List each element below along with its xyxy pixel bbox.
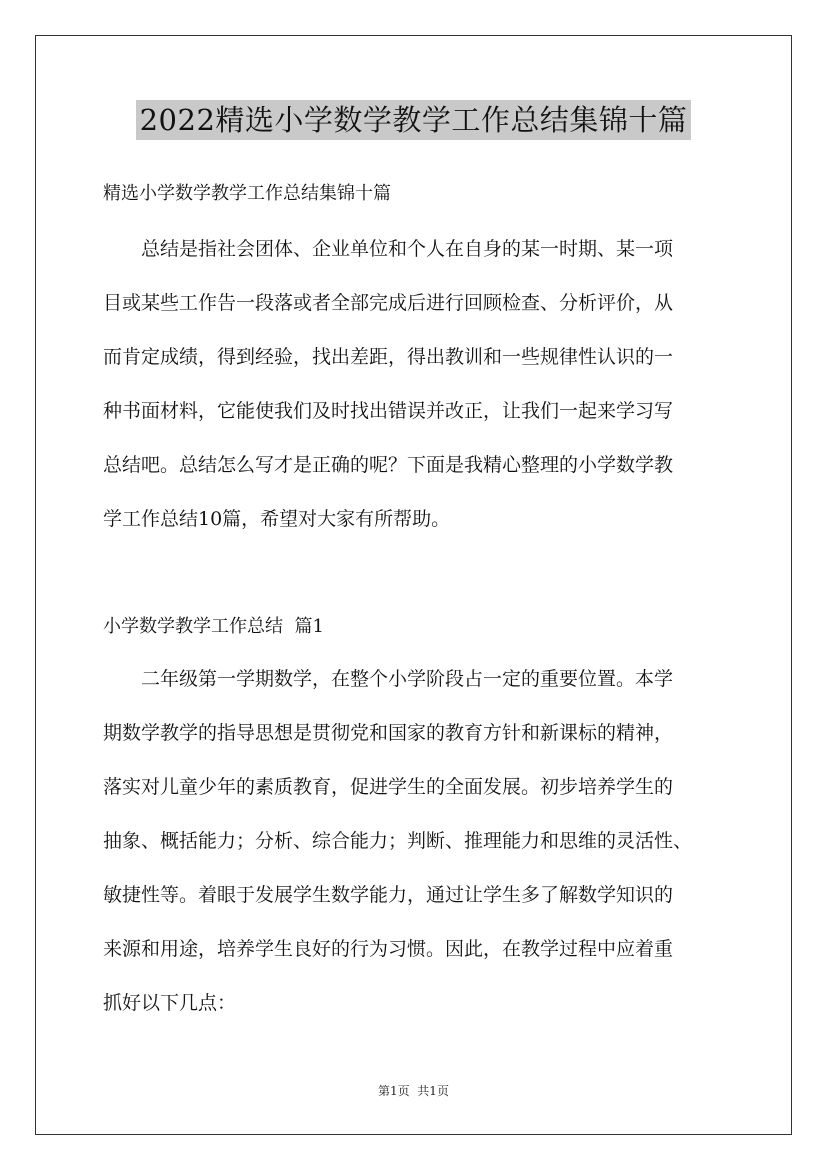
- paragraph-line: 而肯定成绩，得到经验，找出差距，得出教训和一些规律性认识的一: [103, 346, 674, 368]
- document-title: 2022精选小学数学教学工作总结集锦十篇: [136, 100, 692, 140]
- paragraph-line: 学工作总结10篇，希望对大家有所帮助。: [103, 508, 451, 530]
- intro-paragraph: [103, 222, 733, 546]
- paragraph-line: 种书面材料，它能使我们及时找出错误并改正，让我们一起来学习写: [103, 400, 674, 422]
- section-paragraph: [103, 652, 733, 1030]
- title-container: [0, 100, 827, 140]
- paragraph-line: 目或某些工作告一段落或者全部完成后进行回顾检查、分析评价，从: [103, 292, 674, 314]
- paragraph-line: 落实对儿童少年的素质教育，促进学生的全面发展。初步培养学生的: [103, 776, 674, 798]
- paragraph-line: 抓好以下几点：: [103, 992, 237, 1014]
- paragraph-line: 二年级第一学期数学，在整个小学阶段占一定的重要位置。本学: [141, 668, 674, 690]
- paragraph-line: 来源和用途，培养学生良好的行为习惯。因此，在教学过程中应着重: [103, 938, 674, 960]
- document-subtitle: 精选小学数学教学工作总结集锦十篇: [103, 183, 391, 204]
- paragraph-line: 期数学教学的指导思想是贯彻党和国家的教育方针和新课标的精神，: [103, 722, 674, 744]
- paragraph-line: 总结吧。总结怎么写才是正确的呢？下面是我精心整理的小学数学教: [103, 454, 674, 476]
- paragraph-line: 敏捷性等。着眼于发展学生数学能力，通过让学生多了解数学知识的: [103, 884, 674, 906]
- paragraph-line: 抽象、概括能力；分析、综合能力；判断、推理能力和思维的灵活性、: [103, 830, 693, 852]
- paragraph-line: 总结是指社会团体、企业单位和个人在自身的某一时期、某一项: [141, 238, 674, 260]
- page-footer: 第1页 共1页: [378, 1084, 449, 1098]
- section-heading: 小学数学教学工作总结 篇1: [103, 616, 324, 637]
